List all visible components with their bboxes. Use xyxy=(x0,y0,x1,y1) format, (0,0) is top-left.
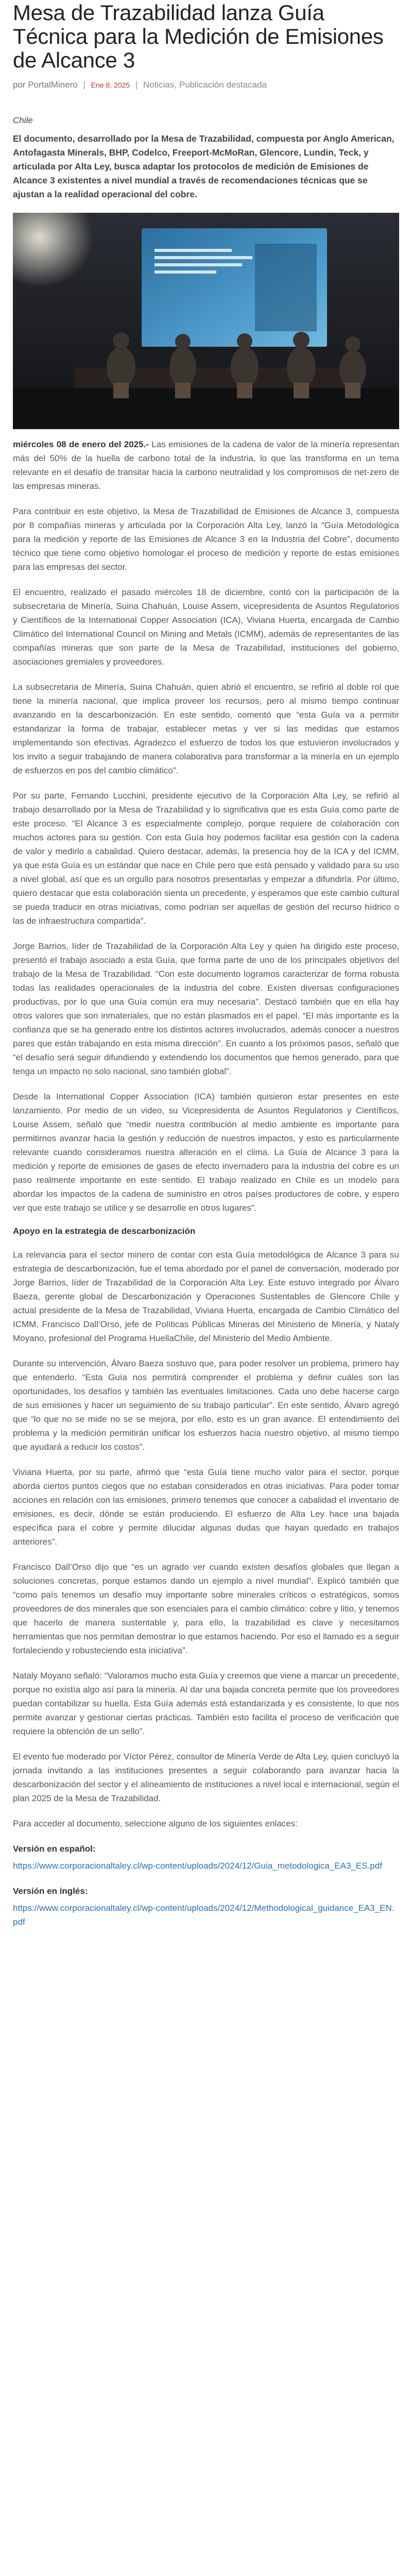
body-paragraph-1-text: Las emisiones de la cadena de valor de la minería representan más del 50% de la huella de carbono total de la industria, lo que las transforma en un tema relevante en el desafío de transitar hacia la carbono neutralidad y los compromisos de net-zero de las empresas mineras. xyxy=(13,439,399,491)
article-title: Mesa de Trazabilidad lanza Guía Técnica para la Medición de Emisiones de Alcance 3 xyxy=(13,1,384,72)
author-link[interactable]: PortalMinero xyxy=(28,80,78,90)
publish-date: Ene 8, 2025 xyxy=(91,81,130,89)
body-paragraph-12: Nataly Moyano señaló: “Valoramos mucho esta Guía y creemos que viene a marcar un precedente, porque no existía algo así para la minería. Al dar una bajada concreta permite que los proveedores puedan contabilizar su huella. Esta Guía además está estandarizada y es consistente, lo que nos permite avanzar y gestionar ciertas prácticas. También esto facilita el proceso de verificación que requiere la obtención de un sello”. xyxy=(13,1671,399,1736)
event-photo-illustration xyxy=(13,213,399,429)
english-version-link[interactable]: https://www.corporacionaltaley.cl/wp-content/uploads/2024/12/Methodological_guidance_EA3_EN.pdf xyxy=(13,1903,394,1927)
lead-paragraph: El documento, desarrollado por la Mesa de Trazabilidad, compuesta por Anglo American, Antofagasta Minerals, BHP, Codelco, Freeport-McMoRan, Glencore, Lundin, Teck, y articulada por Alta Ley, busca adaptar los protocolos de medición de Emisiones de Alcance 3 existentes a nivel mundial a través de recomendaciones técnicas que se ajustan a la realidad operacional del cobre. xyxy=(13,133,394,199)
article xyxy=(13,0,399,1929)
english-version-label: Versión en inglés: xyxy=(13,1886,88,1896)
body-paragraph-14: Para acceder al documento, seleccione alguno de los siguientes enlaces: xyxy=(13,1819,298,1828)
event-photo xyxy=(13,213,399,429)
body-paragraph-9: Durante su intervención, Álvaro Baeza sostuvo que, para poder resolver un problema, primero hay que entenderlo. “Esta Guía nos permitirá comprender el problema y definir cuáles son las oportunidades, los desafíos y también las eventuales limitaciones. Cada uno debe hacerse cargo de sus emisiones y hacer un seguimiento de su trabajo particular”. En este sentido, Álvaro agregó que “lo que no se mide no se se mejora, por ello, esto es un gran avance. El entendimiento del problema y la medición permitirán unificar los esfuerzos hacia nuestro objetivo, al mismo tiempo que ayudará a reducir los costos”. xyxy=(13,1359,399,1452)
article-meta xyxy=(13,79,399,91)
body-paragraph-7: Desde la International Copper Association (ICA) también quisieron estar presentes en este lanzamiento. Por medio de un video, su Vicepresidenta de Asuntos Regulatorios y Científicos, Louise Assem, señaló que “medir nuestra contribución al medio ambiente es importante para permitirnos avanzar hacia la gestión y reducción de nuestros impactos, y esto es particularmente relevante cuando consideramos nuestra alteración en el clima. La Guía de Alcance 3 para la medición y reporte de emisiones de gases de efecto invernadero para la industria del cobre es un paso realmente importante en este sentido. El trabajo realizado en Chile es un modelo para abordar los impactos de la cadena de suministro en otros países productores de cobre, y espero ver que este trabajo se utilice y se desarrolle en otros lugares”. xyxy=(13,1092,399,1213)
body-paragraph-3: El encuentro, realizado el pasado miércoles 18 de diciembre, contó con la participación de la subsecretaria de Minería, Suina Chahuán, Louise Assem, vicepresidenta de Asuntos Regulatorios y Científicos de la International Copper Association (ICA), Viviana Huerta, encargada de Cambio Climático del International Council on Mining and Metals (ICMM), además de representantes de las compañías mineras que son parte de la Mesa de Trazabilidad, instituciones del gobierno, asociaciones gremiales y proveedores. xyxy=(13,587,399,667)
category-links[interactable]: Noticias, Publicación destacada xyxy=(143,80,267,90)
body-paragraph-5: Por su parte, Fernando Lucchini, presidente ejecutivo de la Corporación Alta Ley, se refirió al trabajo desarrollado por la Mesa de Trazabilidad y lo significativa que es esta Guía como parte de este proceso. “El Alcance 3 es especialmente complejo, porque requiere de colaboración con muchos actores para su gestión. Con esta Guía hoy podemos facilitar esa gestión con la cadena de valor y medirlo a cabalidad. Quiero destacar, además, la presencia hoy de la ICA y del ICMM, ya que esta Guía es un estándar que nace en Chile pero que está pensado y validado para su uso a nivel global, así que es un orgullo para nosotros presentarlas y empezar a difundirla. Por último, quiero destacar que esta colaboración sienta un precedente, y esperamos que este cambio cultural se pueda traducir en otras iniciativas, como podrían ser aquellas de gestión del recurso hídrico o las de infraestructura compartida”. xyxy=(13,791,399,926)
body-paragraph-4: La subsecretaria de Minería, Suina Chahuán, quien abrió el encuentro, se refirió al doble rol que tiene la minería nacional, que implica proveer los recursos, pero al mismo tiempo continuar avanzando en la descarbonización. En este sentido, comentó que “esta Guía va a permitir estandarizar la forma de trabajar, establecer metas y ver si las medidas que estamos implementando son efectivas. Agradezco el esfuerzo de todos los que estuvieron involucrados y los invito a seguir trabajando de manera colaborativa para transformar a la minería en un ejemplo de esfuerzos en pos del cambio climático”. xyxy=(13,682,399,775)
author-prefix: por xyxy=(13,80,26,90)
meta-separator: | xyxy=(83,80,85,90)
spanish-version-label: Versión en español: xyxy=(13,1844,96,1854)
section-tag: Chile xyxy=(13,115,33,125)
body-paragraph-13: El evento fue moderado por Víctor Pérez, consultor de Minería Verde de Alta Ley, quien concluyó la jornada invitando a las instituciones presentes a seguir colaborando para avanzar hacia la descarbonización del sector y el alineamiento de instituciones a nivel local e internacional, según el plan 2025 de la Mesa de Trazabilidad. xyxy=(13,1752,399,1803)
meta-separator: | xyxy=(135,80,138,90)
body-paragraph-10: Viviana Huerta, por su parte, afirmó que “esta Guía tiene mucho valor para el sector, porque aborda ciertos puntos ciegos que no estaban considerados en otras iniciativas. Para poder tomar acciones en relación con las emisiones, primero tenemos que conocer a cabalidad el inventario de emisiones, es decir, dónde se están produciendo. El esfuerzo de Alta Ley hace una bajada específica para el cobre y permite dilucidar algunas dudas que hayan quedado en trabajos anteriores”. xyxy=(13,1467,399,1547)
spanish-version-block xyxy=(13,1842,399,1873)
subheading: Apoyo en la estrategia de descarbonización xyxy=(13,1226,196,1236)
body-paragraph-2: Para contribuir en este objetivo, la Mesa de Trazabilidad de Emisiones de Alcance 3, compuesta por 8 compañías mineras y articulada por la Corporación Alta Ley, lanzó la “Guía Metodológica para la medición y reporte de las Emisiones de Alcance 3 en la Industria del Cobre”, documento técnico que tiene como objetivo homologar el proceso de medición y reporte de estas emisiones para las empresas del sector. xyxy=(13,506,399,572)
body-paragraph-8: La relevancia para el sector minero de contar con esta Guía metodológica de Alcance 3 para su estrategia de descarbonización, fue el tema abordado por el panel de conversación, moderado por Jorge Barrios, líder de Trazabilidad de la Corporación Alta Ley. Este estuvo integrado por Álvaro Baeza, gerente global de Descarbonización y Operaciones Sustentables de Glencore Chile y actual presidente de la Mesa de Trazabilidad, Viviana Huerta, encargada de Cambio Climático del ICMM, Francisco Dall’Orso, jefe de Políticas Públicas Mineras del Ministerio de Minería, y Nataly Moyano, profesional del Programa HuellaChile, del Ministerio del Medio Ambiente. xyxy=(13,1250,399,1343)
body-paragraph-6: Jorge Barrios, líder de Trazabilidad de la Corporación Alta Ley y quien ha dirigido este proceso, presentó el trabajo asociado a esta Guía, que forma parte de uno de los principales objetivos del trabajo de la Mesa de Trazabilidad. “Con este documento logramos caracterizar de forma robusta todas las realidades operacionales de la industria del cobre. Existen diversas configuraciones productivas, por lo que una Guía común era muy necesaria”. Destacó también que en ella hay otros valores que son inmateriales, que no están plasmados en el papel. “El más importante es la confianza que se ha generado entre los distintos actores involucrados, además conocer a nuestros pares que están trabajando en esta misma dirección”. En cuanto a los próximos pasos, señaló que “el desafío será seguir difundiendo y extendiendo los documentos que hemos generado, para que tenga un impacto no solo nacional, sino también global”. xyxy=(13,941,399,1076)
spanish-version-link[interactable]: https://www.corporacionaltaley.cl/wp-content/uploads/2024/12/Guia_metodologica_EA3_ES.pdf xyxy=(13,1861,382,1871)
dateline: miércoles 08 de enero del 2025.- xyxy=(13,439,149,449)
body-paragraph-11: Francisco Dall’Orso dijo que “es un agrado ver cuando existen desafíos globales que llegan a soluciones concretas, porque estamos dando un ejemplo a nivel mundial”. Explicó también que “como país tenemos un desafío muy importante sobre minerales críticos o estratégicos, somos proveedores de dos minerales que son esenciales para el cambio climático: cobre y litio, y tenemos que hacerlo de manera sustentable y, para ello, la trazabilidad es clave y necesitamos herramientas que nos permitan demostrar lo que estamos haciendo. Por eso el llamado es a seguir fortaleciendo y robusteciendo esta iniciativa”. xyxy=(13,1562,399,1655)
english-version-block xyxy=(13,1884,399,1929)
body-paragraph-1 xyxy=(13,437,399,493)
